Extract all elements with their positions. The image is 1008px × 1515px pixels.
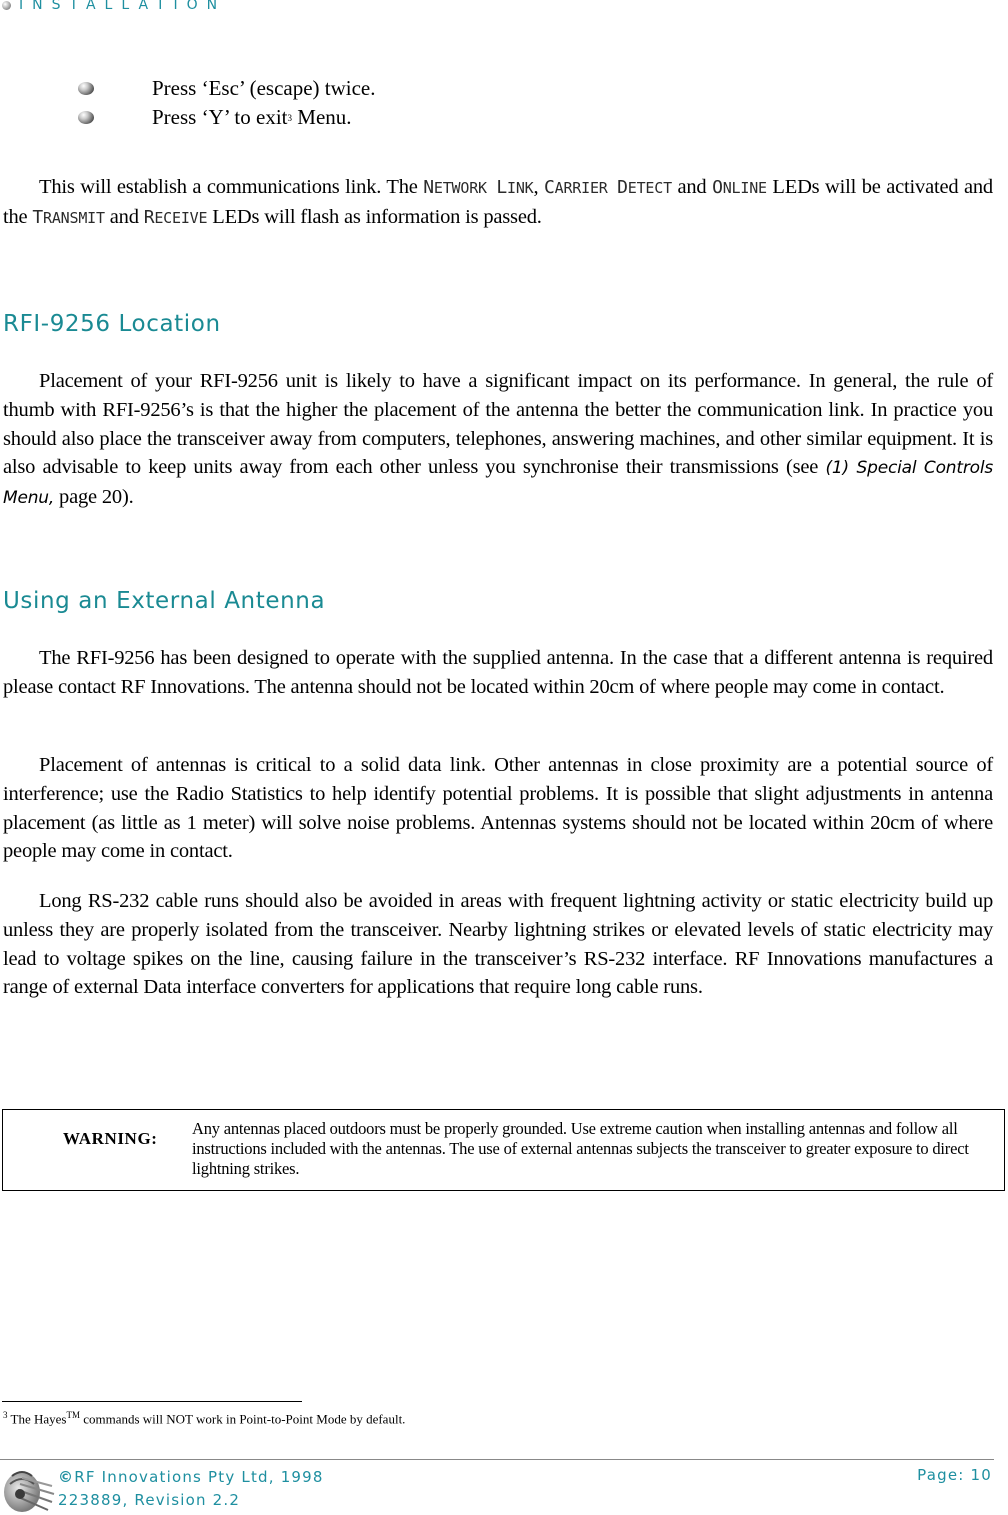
company-logo-icon xyxy=(2,1466,56,1514)
step-text: Press ‘Esc’ (escape) twice. xyxy=(152,76,376,100)
bullet-icon xyxy=(2,1,11,10)
footer-divider xyxy=(0,1459,994,1460)
bullet-icon xyxy=(78,111,94,124)
antenna-paragraph-1: The RFI-9256 has been designed to operate with the supplied antenna. In the case that a different antenna is required please contact RF Innovations. The antenna should not be located within 20cm of where people may come in contact. xyxy=(3,647,993,698)
transmit-label: TRANSMIT xyxy=(32,206,105,228)
header-section: INSTALLATION xyxy=(19,0,227,13)
warning-text: Any antennas placed outdoors must be properly grounded. Use extreme caution when installing antennas and follow all instructions included with the antennas. The use of external antennas subjects the transceiver to greater exposure to direct lightning strikes. xyxy=(192,1119,969,1178)
link-paragraph: This will establish a communications link. The NETWORK LINK, CARRIER DETECT and ONLINE LEDs will be activated and the TRANSMIT and RECEIVE LEDs will flash as information is passed. xyxy=(3,176,993,228)
copyright-icon: © xyxy=(58,1468,75,1486)
step-text: Press ‘Y’ to exit3 Menu. xyxy=(152,105,352,129)
footnote-marker: 3 xyxy=(287,113,293,123)
receive-label: RECEIVE xyxy=(143,206,208,228)
carrier-detect-label: CARRIER DETECT xyxy=(544,177,672,198)
footer-company: ©RF Innovations Pty Ltd, 1998 223889, Revision 2.2 xyxy=(58,1466,324,1512)
footer-doc-number: 223889, Revision 2.2 xyxy=(58,1491,241,1509)
online-label: ONLINE xyxy=(712,177,767,198)
bullet-icon xyxy=(78,82,94,95)
page-number: Page: 10 xyxy=(917,1466,992,1484)
section-title-antenna: Using an External Antenna xyxy=(3,588,326,614)
list-item xyxy=(78,74,376,103)
footnote: $^3$ The Hayes™ commands will NOT work in Point-to-Point Mode by default. xyxy=(3,1410,406,1427)
step-list xyxy=(78,74,376,132)
footnote-divider xyxy=(2,1401,302,1402)
warning-label: WARNING: xyxy=(63,1129,158,1148)
page-header xyxy=(0,0,226,14)
antenna-paragraph-2: Placement of antennas is critical to a solid data link. Other antennas in close proximity are a potential source of interference; use the Radio Statistics to help identify potential problems. It is possible that slight adjustments in antenna placement (as little as 1 meter) will solve noise problems. Antennas systems should not be located within 20cm of where people may come in contact. xyxy=(3,754,993,863)
location-paragraph: Placement of your RFI-9256 unit is likely to have a significant impact on its performance. In general, the rule of thumb with RFI-9256’s is that the higher the placement of the antenna the better the communication link. In practice you should also place the transceiver away from computers, telephones, answering machines, and other similar equipment. It is also advisable to keep units away from each other unless you synchronise their transmissions (see (1) Special Controls Menu, page 20). xyxy=(3,370,994,509)
section-title-location: RFI-9256 Location xyxy=(3,311,221,337)
network-link-label: NETWORK LINK xyxy=(423,177,534,198)
antenna-paragraph-3: Long RS-232 cable runs should also be avoided in areas with frequent lightning activity or static electricity build up unless they are properly isolated from the transceiver. Nearby lightning strikes or elevated levels of static electricity may lead to voltage spikes on the line, causing failure in the transceiver’s RS-232 interface. RF Innovations manufactures a range of external Data interface converters for applications that require long cable runs. xyxy=(3,890,993,999)
cross-reference: (1) Special Controls Menu, xyxy=(3,458,994,509)
warning-box xyxy=(2,1109,1005,1191)
list-item xyxy=(78,103,376,132)
